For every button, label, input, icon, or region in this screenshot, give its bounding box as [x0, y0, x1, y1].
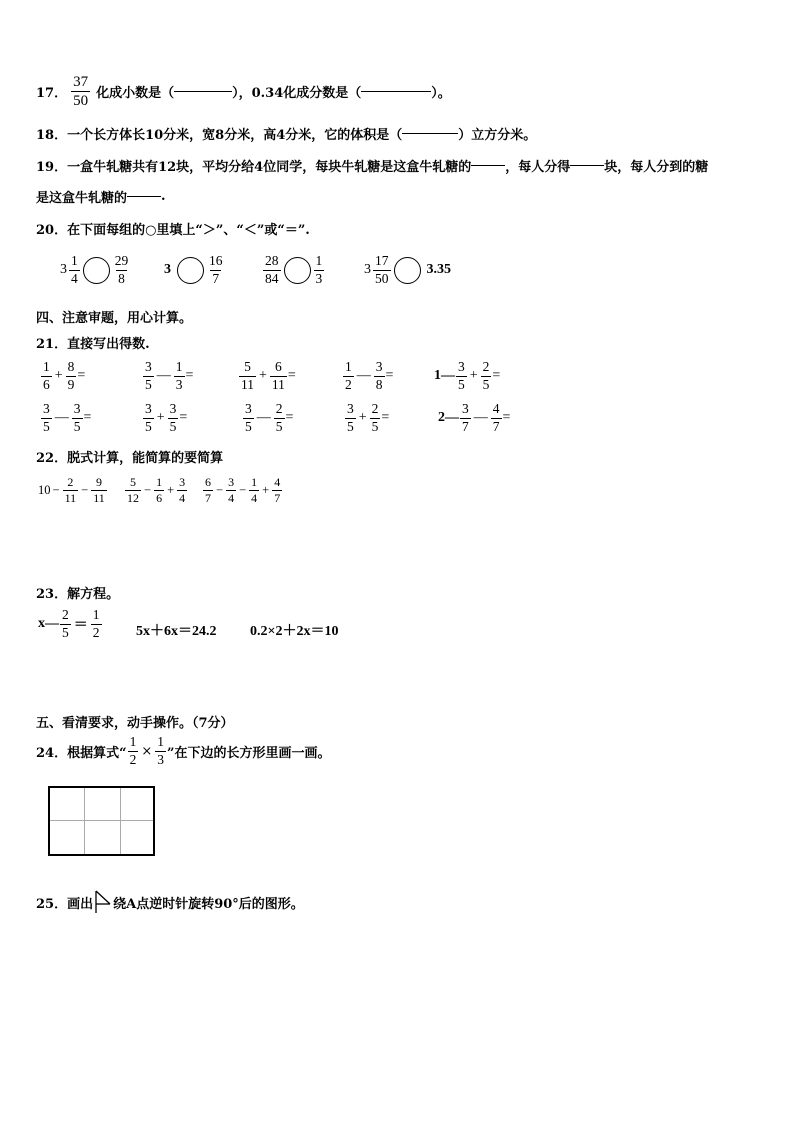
question-23: 23． 解方程。	[36, 583, 119, 602]
compare-item-1: 3 $\frac{1}{4}$ $\frac{29}{8}$	[60, 253, 129, 286]
answer-blank[interactable]	[570, 165, 604, 166]
compare-item-4: 3 $\frac{17}{50}$ 3.35	[364, 253, 451, 286]
question-number: 23．	[36, 587, 68, 602]
section-4-heading: 四、注意审题，用心计算。	[36, 311, 193, 326]
fraction-37-50: $\frac{37}{50}$	[73, 74, 89, 110]
answer-blank[interactable]	[174, 91, 232, 92]
question-number: 21．	[36, 337, 68, 352]
question-number: 22．	[36, 451, 68, 466]
question-21: 21． 直接写出得数.	[36, 333, 150, 352]
fraction: $\frac{16}{7}$	[209, 253, 223, 286]
fraction: $\frac{28}{84}$	[265, 253, 279, 286]
calc-item: $\frac{3}{5}$ — $\frac{2}{5}$ =	[245, 401, 294, 434]
answer-blank[interactable]	[361, 91, 431, 92]
calc-expression-2: $\frac{5}{12}$ − $\frac{1}{6}$ + $\frac{3}{4}$	[127, 475, 186, 505]
question-20: 20． 在下面每组的○里填上“＞”、“＜”或“＝”.	[36, 219, 310, 238]
question-18: 18． 一个长方体长10分米，宽8分米，高4分米，它的体积是（ ）立方分米。	[36, 124, 536, 143]
equation-1: x— $\frac{2}{5}$ ＝ $\frac{1}{2}$	[38, 607, 100, 640]
question-24: 24． 根据算式“ $\frac{1}{2}$ × $\frac{1}{3}$ ”在下边的长方形里画一画。	[36, 734, 331, 767]
question-22: 22． 脱式计算，能简算的要简算	[36, 447, 223, 466]
calc-item: $\frac{5}{11}$ + $\frac{6}{11}$ =	[241, 359, 296, 392]
fraction: $\frac{29}{8}$	[114, 253, 129, 286]
question-25: 25． 画出 绕A点逆时针旋转90°后的图形。	[36, 889, 304, 915]
triangle-figure	[94, 889, 112, 915]
compare-item-2: 3 $\frac{16}{7}$	[164, 253, 223, 286]
answer-blank[interactable]	[471, 165, 505, 166]
question-17: 17． $\frac{37}{50}$ 化成小数是（ ），0.34化成分数是（ ）。	[36, 74, 451, 110]
answer-blank[interactable]	[127, 196, 161, 197]
compare-circle[interactable]	[284, 257, 311, 284]
calc-expression-1: 10 − $\frac{2}{11}$ − $\frac{9}{11}$	[38, 475, 105, 505]
compare-circle[interactable]	[394, 257, 421, 284]
question-19-line2: 是这盒牛轧糖的 .	[36, 189, 166, 206]
calc-item: $\frac{3}{5}$ — $\frac{3}{5}$ =	[43, 401, 92, 434]
fraction: $\frac{1}{4}$	[71, 253, 78, 286]
compare-circle[interactable]	[177, 257, 204, 284]
calc-item: $\frac{3}{5}$ + $\frac{3}{5}$ =	[145, 401, 188, 434]
drawing-rectangle[interactable]	[48, 786, 155, 856]
calc-expression-3: $\frac{6}{7}$ − $\frac{3}{4}$ − $\frac{1}{4}$ + $\frac{4}{7}$	[205, 475, 281, 505]
calc-item: $\frac{3}{5}$ + $\frac{2}{5}$ =	[347, 401, 390, 434]
section-5-heading: 五、看清要求，动手操作。（7分）	[36, 716, 234, 731]
answer-blank[interactable]	[402, 133, 458, 134]
question-number: 18．	[36, 128, 68, 143]
equation-3: 0.2×2＋2x＝10	[250, 624, 339, 639]
question-number: 20．	[36, 223, 68, 238]
calc-item: $\frac{3}{5}$ — $\frac{1}{3}$ =	[145, 359, 194, 392]
fraction: $\frac{17}{50}$	[375, 253, 389, 286]
calc-item: 1— $\frac{3}{5}$ + $\frac{2}{5}$ =	[434, 359, 501, 392]
question-number: 17．	[36, 86, 68, 102]
question-number: 24．	[36, 745, 68, 761]
equation-2: 5x＋6x＝24.2	[136, 624, 217, 639]
calc-item: 2— $\frac{3}{7}$ — $\frac{4}{7}$ =	[438, 401, 511, 434]
compare-item-3	[262, 254, 325, 286]
compare-circle[interactable]	[83, 257, 110, 284]
question-number: 19．	[36, 160, 68, 175]
calc-item: $\frac{1}{2}$ — $\frac{3}{8}$ =	[345, 359, 394, 392]
calc-item: $\frac{1}{6}$ + $\frac{8}{9}$ =	[43, 359, 86, 392]
fraction: $\frac{1}{3}$	[315, 253, 323, 286]
question-number: 25．	[36, 896, 68, 912]
question-19: 19． 一盒牛轧糖共有12块，平均分给4位同学，每块牛轧糖是这盒牛轧糖的 ，每人分得 块，每人分到的糖	[36, 156, 708, 175]
